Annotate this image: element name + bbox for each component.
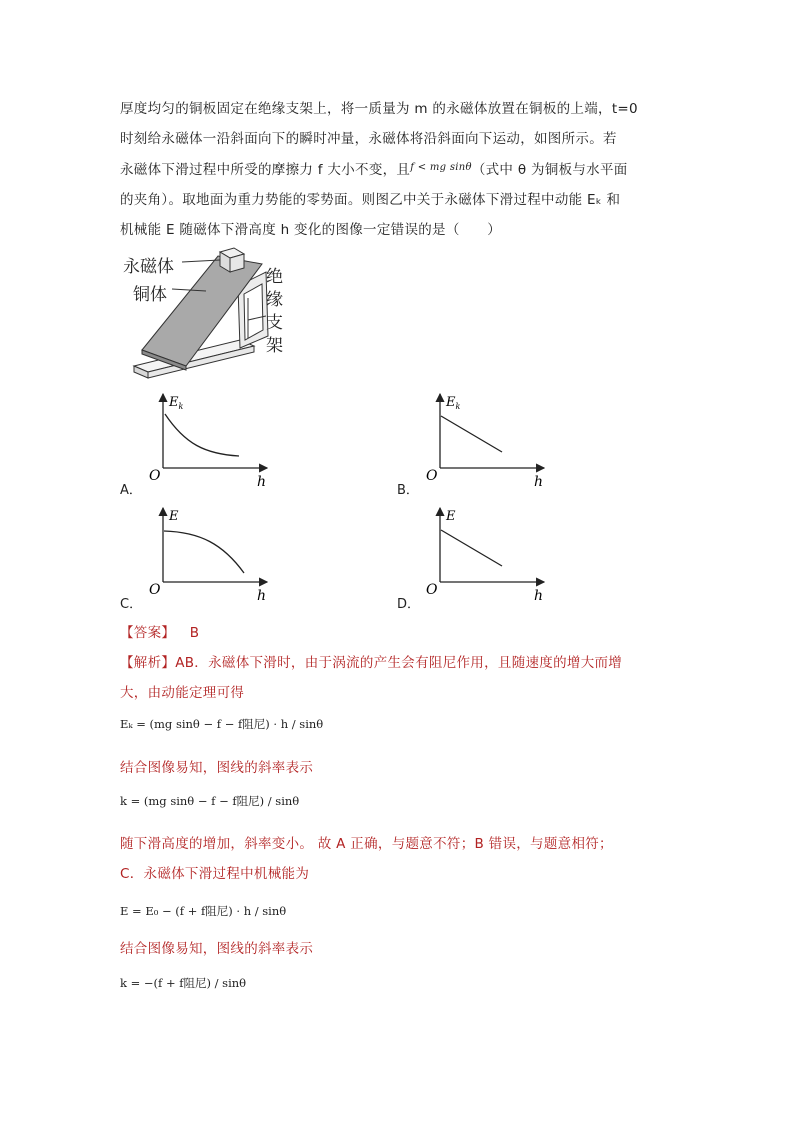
option-a-label: A． bbox=[120, 483, 142, 498]
question-line-4: 的夹角）。取地面为重力势能的零势面。则图乙中关于永磁体下滑过程中动能 Eₖ 和 bbox=[120, 192, 621, 208]
question-line-5: 机械能 E 随磁体下滑高度 h 变化的图像一定错误的是（ ） bbox=[120, 222, 502, 238]
question-line-3-post: （式中 θ 为铜板与水平面 bbox=[471, 162, 628, 178]
graph-a-origin: O bbox=[149, 468, 161, 484]
answer-line bbox=[120, 621, 199, 641]
analysis-line-6: 结合图像易知，图线的斜率表示 bbox=[120, 941, 314, 957]
formula-slope-1: k = (mg sinθ − f − f阻尼) / sinθ bbox=[120, 794, 300, 808]
graph-a-ysub: k bbox=[178, 402, 184, 411]
graph-a bbox=[145, 392, 275, 492]
label-stand-char-4: 架 bbox=[266, 336, 283, 356]
analysis-line-3: 结合图像易知，图线的斜率表示 bbox=[120, 760, 314, 776]
graph-d-ylabel: E bbox=[446, 509, 456, 524]
analysis-line-4: 随下滑高度的增加，斜率变小。 故 A 正确，与题意不符；B 错误，与题意相符； bbox=[120, 836, 613, 852]
graph-a-xlabel: h bbox=[257, 474, 267, 490]
formula-slope-2: k = −(f + f阻尼) / sinθ bbox=[120, 976, 247, 990]
graph-d-xlabel: h bbox=[534, 588, 544, 604]
graph-c-origin: O bbox=[149, 582, 161, 598]
graph-b-line bbox=[441, 416, 502, 452]
graph-b bbox=[422, 392, 552, 492]
question-line-3 bbox=[120, 158, 628, 178]
label-copper: 铜体 bbox=[133, 285, 167, 305]
label-stand-char-2: 缘 bbox=[266, 290, 283, 310]
question-line-1: 厚度均匀的铜板固定在绝缘支架上，将一质量为 m 的永磁体放置在铜板的上端，t=0 bbox=[120, 101, 638, 117]
analysis-line-5: C．永磁体下滑过程中机械能为 bbox=[120, 866, 310, 882]
analysis-label: 【解析】 bbox=[120, 655, 176, 671]
graph-b-ylabel: E bbox=[446, 395, 456, 410]
graph-b-ysub: k bbox=[455, 402, 461, 411]
graph-c-ylabel: E bbox=[169, 509, 179, 524]
graph-c-curve bbox=[164, 531, 244, 573]
formula-ek: Eₖ = (mg sinθ − f − f阻尼) · h / sinθ bbox=[120, 717, 324, 731]
graph-c-xlabel: h bbox=[257, 588, 267, 604]
svg-text:Ek bbox=[445, 395, 461, 411]
graph-d bbox=[422, 506, 552, 606]
answer-value: B bbox=[189, 625, 200, 641]
graph-a-curve bbox=[165, 414, 239, 456]
label-stand-char-3: 支 bbox=[266, 313, 283, 333]
analysis-text-1: AB．永磁体下滑时，由于涡流的产生会有阻尼作用，且随速度的增大而增 bbox=[175, 655, 623, 671]
graph-b-origin: O bbox=[426, 468, 438, 484]
option-b-label: B． bbox=[397, 483, 419, 498]
formula-e: E = E₀ − (f + f阻尼) · h / sinθ bbox=[120, 904, 287, 918]
graph-d-origin: O bbox=[426, 582, 438, 598]
question-line-3-pre: 永磁体下滑过程中所受的摩擦力 f 大小不变，且 bbox=[120, 162, 411, 178]
label-stand-char-1: 绝 bbox=[266, 267, 283, 287]
analysis-line-1 bbox=[120, 651, 622, 671]
svg-text:Ek bbox=[168, 395, 184, 411]
question-line-2: 时刻给永磁体一沿斜面向下的瞬时冲量，永磁体将沿斜面向下运动，如图所示。若 bbox=[120, 131, 617, 147]
option-c-label: C． bbox=[120, 597, 143, 612]
answer-label: 【答案】 bbox=[120, 625, 176, 641]
graph-d-line bbox=[441, 530, 502, 566]
friction-condition: f < mg sinθ bbox=[410, 162, 472, 173]
label-magnet: 永磁体 bbox=[123, 257, 174, 277]
option-d-label: D． bbox=[397, 597, 421, 612]
analysis-line-2: 大，由动能定理可得 bbox=[120, 685, 245, 701]
graph-c bbox=[145, 506, 275, 606]
graph-a-ylabel: E bbox=[169, 395, 179, 410]
graph-b-xlabel: h bbox=[534, 474, 544, 490]
label-stand bbox=[266, 266, 286, 358]
